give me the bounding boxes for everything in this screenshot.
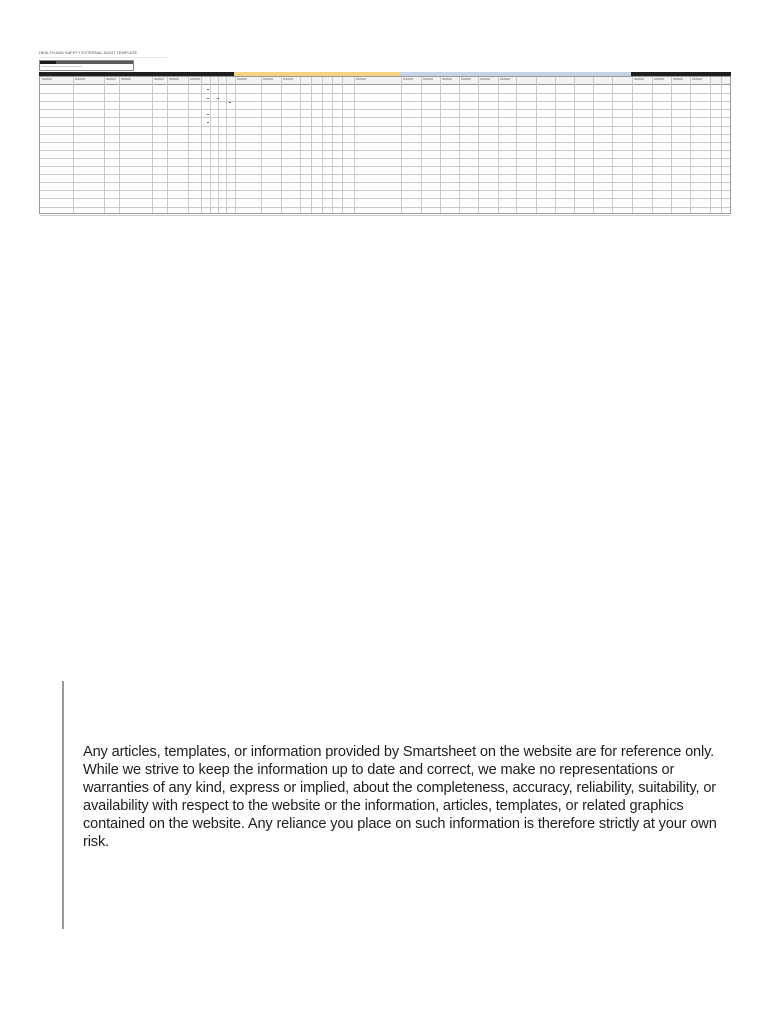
grid-column-line [201,77,202,213]
grid-column-line [440,77,441,213]
column-header-label [106,78,116,80]
cell-marker [207,89,209,90]
grid-row-line [40,166,730,167]
column-header-label [75,78,85,80]
grid-column-line [235,77,236,213]
grid-row-line [40,117,730,118]
grid-column-line [167,77,168,213]
cell-marker [207,114,209,115]
grid-column-line [478,77,479,213]
column-header-label [237,78,247,80]
table-grid [39,76,731,214]
disclaimer-divider [62,681,64,929]
column-header-label [42,78,52,80]
grid-column-line [311,77,312,213]
grid-column-line [459,77,460,213]
grid-column-line [322,77,323,213]
grid-column-line [632,77,633,213]
column-header-label [423,78,433,80]
column-header-label [634,78,644,80]
grid-row-line [40,158,730,159]
grid-row-line [40,215,730,216]
column-header-label [692,78,702,80]
grid-column-line [498,77,499,213]
grid-column-line [421,77,422,213]
column-header-label [121,78,131,80]
project-info-box [39,60,134,71]
grid-column-line [73,77,74,213]
grid-column-line [652,77,653,213]
grid-column-line [119,77,120,213]
grid-column-line [152,77,153,213]
grid-row-line [40,109,730,110]
column-header-label [500,78,510,80]
grid-row-line [40,190,730,191]
grid-column-line [354,77,355,213]
grid-column-line [226,77,227,213]
grid-row-line [40,150,730,151]
grid-row-line [40,182,730,183]
column-header-label [154,78,164,80]
sheet-title: HEALTH AND SAFETY EXTERNAL AUDIT TEMPLATE [39,50,138,55]
grid-row-line [40,207,730,208]
column-header-label [356,78,366,80]
grid-column-line [721,77,722,213]
audit-table [39,72,731,214]
grid-column-line [710,77,711,213]
grid-column-line [516,77,517,213]
column-header-label [263,78,273,80]
grid-row-line [40,101,730,102]
grid-row-line [40,126,730,127]
grid-column-line [281,77,282,213]
cell-marker [229,102,231,103]
grid-column-line [690,77,691,213]
info-box-header [40,61,133,64]
grid-row-line [40,198,730,199]
grid-column-line [671,77,672,213]
grid-column-line [593,77,594,213]
column-header-label [461,78,471,80]
grid-column-line [261,77,262,213]
cell-marker [207,98,209,99]
column-header-label [480,78,490,80]
column-header-label [654,78,664,80]
grid-column-line [300,77,301,213]
grid-column-line [536,77,537,213]
grid-column-line [332,77,333,213]
grid-row-line [40,93,730,94]
grid-column-line [342,77,343,213]
column-header-label [673,78,683,80]
column-header-row [40,77,730,85]
grid-column-line [574,77,575,213]
grid-column-line [401,77,402,213]
column-header-label [190,78,200,80]
column-header-label [169,78,179,80]
column-header-label [403,78,413,80]
grid-column-line [188,77,189,213]
title-underline [39,57,167,58]
spreadsheet-preview [39,50,731,216]
column-header-label [283,78,293,80]
grid-column-line [104,77,105,213]
grid-row-line [40,142,730,143]
cell-marker [207,122,209,123]
grid-column-line [555,77,556,213]
grid-row-line [40,134,730,135]
grid-column-line [210,77,211,213]
grid-column-line [612,77,613,213]
disclaimer-text: Any articles, templates, or information provided by Smartsheet on the website are for reference only. While we strive to keep the information up to date and correct, we make no representations or warranties of any kind, express or implied, about the completeness, accuracy, reliability, suitability, or availability with respect to the website or the information, articles, templates, or related graphics contained on the website. Any reliance you place on such information is therefore strictly at your own risk. [83,744,717,850]
grid-row-line [40,174,730,175]
column-header-label [442,78,452,80]
cell-marker [217,98,219,99]
